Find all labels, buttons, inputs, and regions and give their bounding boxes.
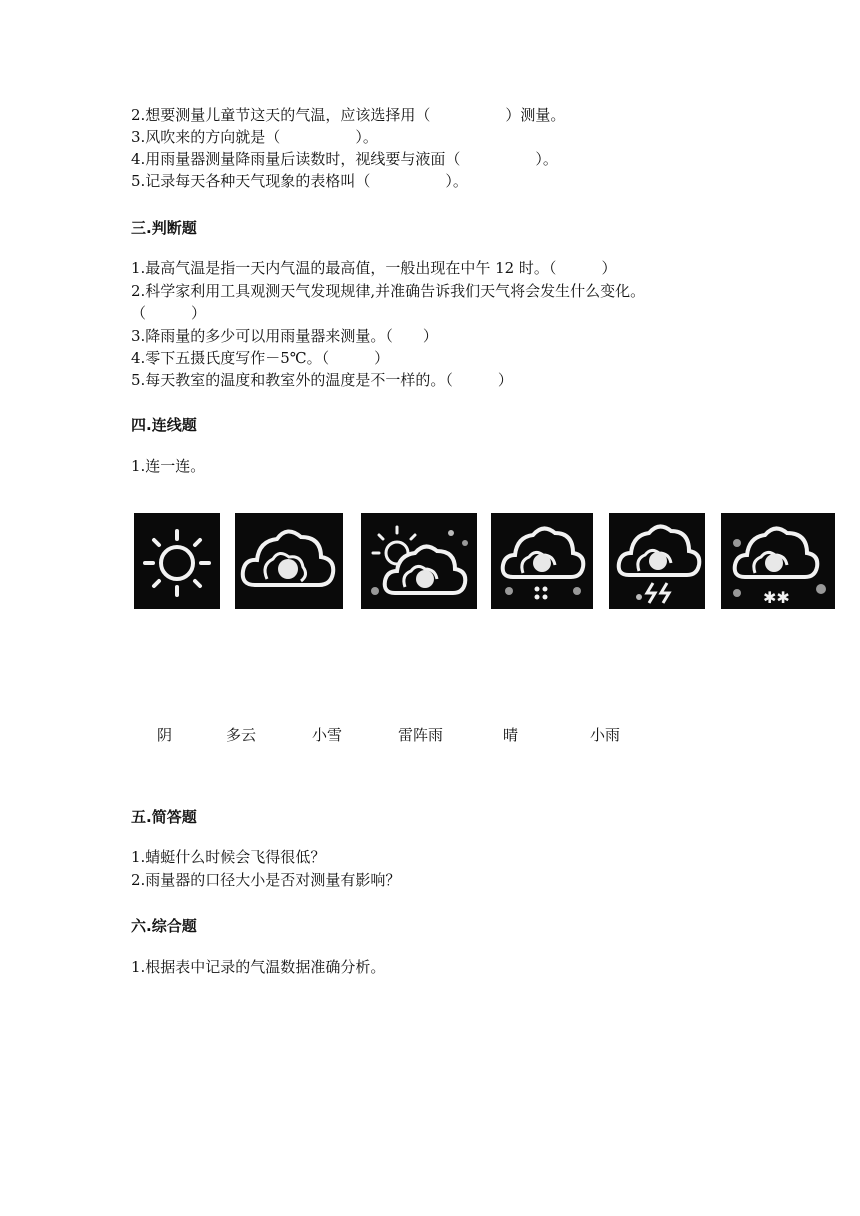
match-label-cloudy: 多云	[226, 726, 257, 744]
fill-question-3: 3.风吹来的方向就是（ ）。	[131, 128, 378, 146]
section-title-judgment: 三.判断题	[131, 219, 197, 237]
cloud-thunder-icon	[609, 513, 705, 609]
match-label-light-snow: 小雪	[312, 726, 343, 744]
match-label-thunderstorm: 雷阵雨	[398, 726, 444, 744]
match-label-light-rain: 小雨	[590, 726, 621, 744]
svg-text:✱✱: ✱✱	[763, 588, 790, 607]
fill-question-2: 2.想要测量儿童节这天的气温，应该选择用（ ）测量。	[131, 106, 566, 124]
cloud-icon	[235, 513, 343, 609]
judgment-question-2: 2.科学家利用工具观测天气发现规律,并准确告诉我们天气将会发生什么变化。	[131, 282, 646, 300]
short-answer-question-2: 2.雨量器的口径大小是否对测量有影响？	[131, 871, 401, 889]
weather-icon-row	[131, 513, 837, 613]
judgment-question-1: 1.最高气温是指一天内气温的最高值，一般出现在中午 12 时。（ ）	[131, 259, 617, 277]
matching-question-1: 1.连一连。	[131, 457, 206, 475]
cloud-snowflake-icon	[721, 513, 835, 609]
sun-icon	[134, 513, 220, 609]
fill-question-4: 4.用雨量器测量降雨量后读数时，视线要与液面（ ）。	[131, 150, 558, 168]
section-title-comprehensive: 六.综合题	[131, 917, 197, 935]
judgment-question-3: 3.降雨量的多少可以用雨量器来测量。（ ）	[131, 327, 438, 345]
cloud-snow-icon	[491, 513, 593, 609]
sun-cloud-icon	[361, 513, 477, 609]
match-label-sunny: 晴	[503, 726, 519, 744]
fill-question-5: 5.记录每天各种天气现象的表格叫（ ）。	[131, 172, 468, 190]
judgment-question-2-bracket: （ ）	[131, 304, 207, 322]
short-answer-question-1: 1.蜻蜓什么时候会飞得很低？	[131, 848, 326, 866]
comprehensive-question-1: 1.根据表中记录的气温数据准确分析。	[131, 958, 386, 976]
section-title-short-answer: 五.简答题	[131, 808, 197, 826]
section-title-matching: 四.连线题	[131, 416, 197, 434]
judgment-question-4: 4.零下五摄氏度写作－5℃。（ ）	[131, 349, 390, 367]
judgment-question-5: 5.每天教室的温度和教室外的温度是不一样的。（ ）	[131, 371, 513, 389]
match-label-overcast: 阴	[157, 726, 173, 744]
